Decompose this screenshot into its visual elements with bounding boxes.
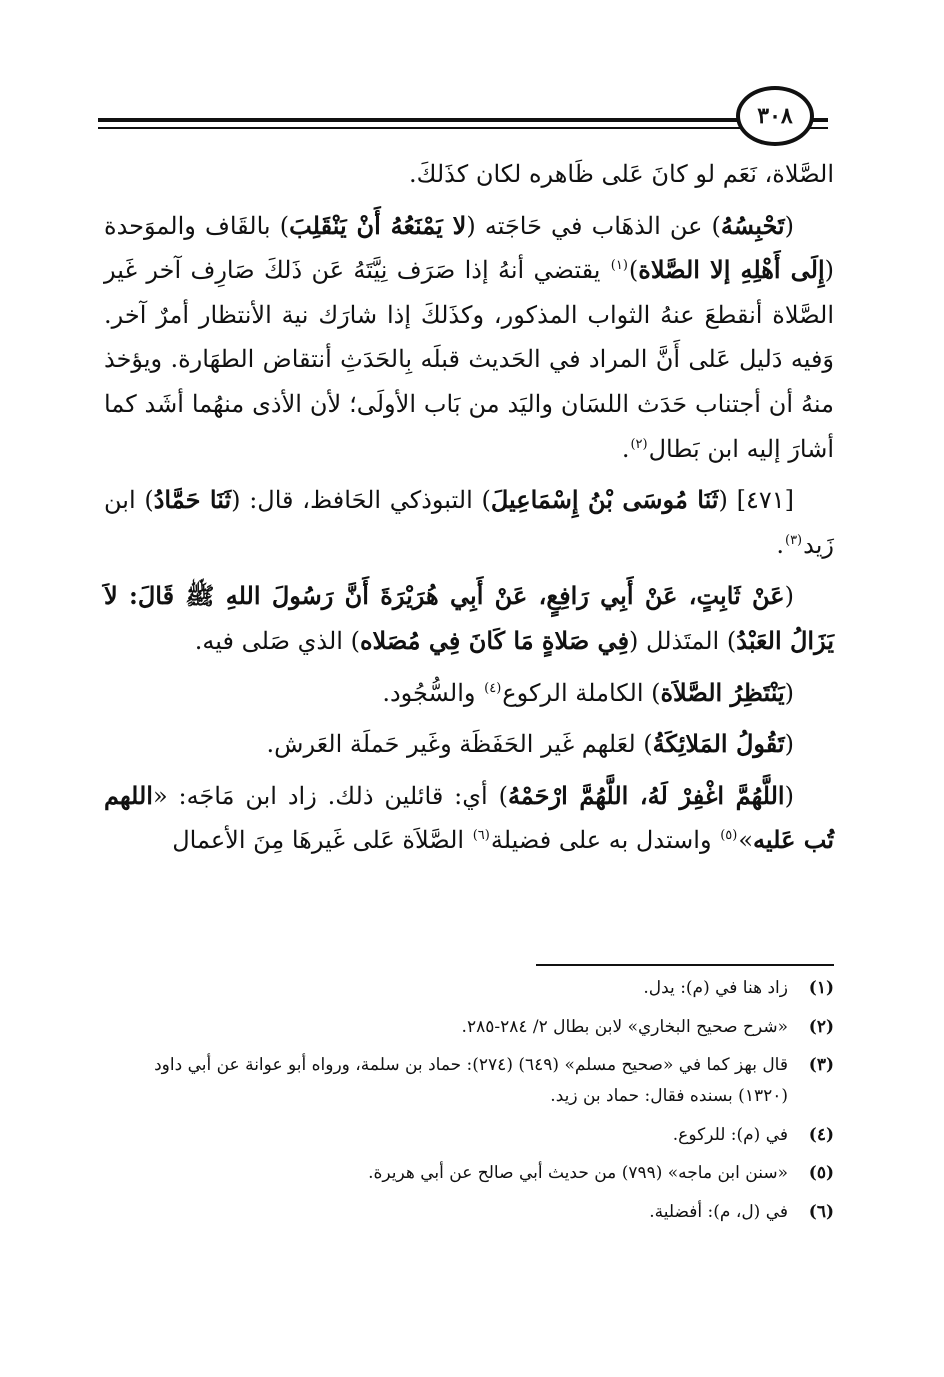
paragraph [104, 574, 834, 663]
footnote-ref: (٤) [484, 680, 502, 696]
commentary-text: ( [784, 678, 794, 707]
footnote-text: زاد هنا في (م): يدل. [643, 978, 788, 998]
footnote-ref: (٢) [630, 436, 648, 452]
commentary-text: ( [784, 211, 794, 240]
quoted-text: تَقُولُ المَلائِكَةُ [652, 729, 785, 759]
quoted-text: يَنْتَظِرُ الصَّلاَة [660, 677, 785, 707]
commentary-text: ) الذي صَلى فيه. [194, 626, 360, 655]
footnote-text: في (م): للركوع. [672, 1124, 788, 1145]
footnote-number: (٣) [808, 1055, 834, 1075]
footnote [104, 1158, 834, 1189]
quoted-text: ثَنَا مُوسَى بْنُ إِسْمَاعِيلَ [490, 485, 719, 515]
paragraph [104, 722, 834, 767]
main-text [104, 152, 834, 863]
commentary-text: الصَّلاَة عَلى غَيرهَا مِنَ الأعمال [172, 826, 472, 855]
commentary-text: يقتضي أنهُ إذا صَرَف نِيَّتَهُ عَن ذَلكَ صَارِف آخر غَير الصَّلاة أنقطعَ عنهُ الثواب المذكور، وكذَلكَ إذا شارَك نية الأنتظار أمرٌ آخر. وَفيه دَليل عَلى أَنَّ المراد في الحَديث قبلَه بِالحَدَثِ أنتقاض الطهَارة. ويؤخذ منهُ أن أجتناب حَدَث اللسَان واليَد من بَاب الأولَى؛ لأن الأذى منهُما أشَد كما أشارَ إليه ابن بَطال [104, 256, 835, 463]
commentary-text: . [621, 434, 630, 463]
header-rule-thin [98, 127, 828, 129]
paragraph [104, 671, 834, 716]
paragraph [104, 152, 834, 197]
header-rule-thick [98, 118, 828, 122]
commentary-text: ( [784, 582, 794, 611]
quoted-text: اللَّهُمَّ اغْفِرْ لَهُ، اللَّهُمَّ ارْحَمْهُ [507, 780, 785, 810]
footnote [104, 1197, 834, 1228]
commentary-text: ) التبوذكي الحَافظ، قال: ( [231, 486, 491, 515]
quoted-text: عَنْ ثَابِتٍ، عَنْ أَبِي رَافِعٍ، عَنْ أَبِي هُرَيْرَةَ أَنَّ رَسُولَ اللهِ ﷺ قَالَ: لاَ يَزَالُ العَبْدُ [104, 581, 834, 655]
footnote [104, 1050, 834, 1112]
commentary-text: ) بالقَاف والموَحدة ( [104, 211, 835, 285]
commentary-text: ) لعَلهم غَير الحَفَظَة وغَير حَملَة العَرش. [266, 730, 653, 759]
footnote-number: (٢) [808, 1016, 834, 1037]
footnote-separator [536, 964, 834, 966]
quoted-text: اللهم تُب عَليه [104, 780, 834, 855]
footnote-number: (٥) [808, 1163, 834, 1183]
footnote-ref: (٣) [784, 532, 803, 548]
commentary-text: ) عن الذهَاب في حَاجَته ( [466, 211, 721, 240]
quoted-text: إِلَى أَهْلِهِ إلا الصَّلاة [638, 255, 825, 285]
quoted-text: لا يَمْنَعُهُ أَنْ يَنْقَلِبَ [289, 210, 467, 240]
commentary-text: ( [784, 781, 794, 810]
footnote-ref: (٦) [472, 828, 490, 844]
footnote-ref: (٥) [720, 828, 738, 844]
commentary-text: . [776, 530, 784, 559]
footnote-number: (٤) [808, 1124, 834, 1145]
quoted-text: ثَنَا حَمَّادُ [153, 485, 232, 515]
footnote-text: في (ل، م): أفضلية. [649, 1201, 788, 1222]
footnote [104, 1120, 834, 1151]
commentary-text: ( [784, 730, 794, 759]
commentary-text: ) الكاملة الركوع [502, 678, 661, 707]
paragraph [104, 478, 834, 567]
commentary-text: [٤٧١] ( [718, 486, 794, 515]
footnote [104, 1012, 834, 1043]
footnote-number: (٦) [808, 1201, 834, 1222]
commentary-text: ) [628, 256, 639, 285]
paragraph [104, 204, 834, 472]
footnotes [104, 973, 834, 1235]
footnote-ref: (١) [610, 258, 628, 274]
footnote-text: قال بهز كما في «صحيح مسلم» (٦٤٩) (٢٧٤): حماد بن سلمة، ورواه أبو عوانة عن أبي داود (١٣٢٠) بسنده فقال: حماد بن زيد. [154, 1055, 788, 1106]
footnote-text: «شرح صحيح البخاري» لابن بطال ٢/ ٢٨٤-٢٨٥. [461, 1016, 788, 1037]
footnote-number: (١) [808, 978, 834, 998]
paragraph [104, 774, 834, 863]
commentary-text: الصَّلاة، نَعَم لو كانَ عَلى ظَاهره لكان كذَلكَ. [409, 160, 834, 188]
commentary-text: » [738, 826, 754, 855]
quoted-text: فِي صَلاةٍ مَا كَانَ فِي مُصَلاه [359, 625, 630, 655]
commentary-text: واستدل به على فضيلة [490, 826, 720, 855]
commentary-text: ) المتَذلل ( [629, 626, 737, 655]
commentary-text: ) أي: قائلين ذلك. زاد ابن مَاجَه: « [152, 781, 508, 810]
page-number: ٣٠٨ [736, 86, 814, 146]
commentary-text: ) ابن زَيد [104, 486, 834, 559]
footnote-text: «سنن ابن ماجه» (٧٩٩) من حديث أبي صالح عن أبي هريرة. [368, 1163, 788, 1183]
footnote [104, 973, 834, 1004]
commentary-text: والسُّجُود. [382, 678, 484, 707]
quoted-text: تَحْبِسُهُ [720, 210, 785, 240]
